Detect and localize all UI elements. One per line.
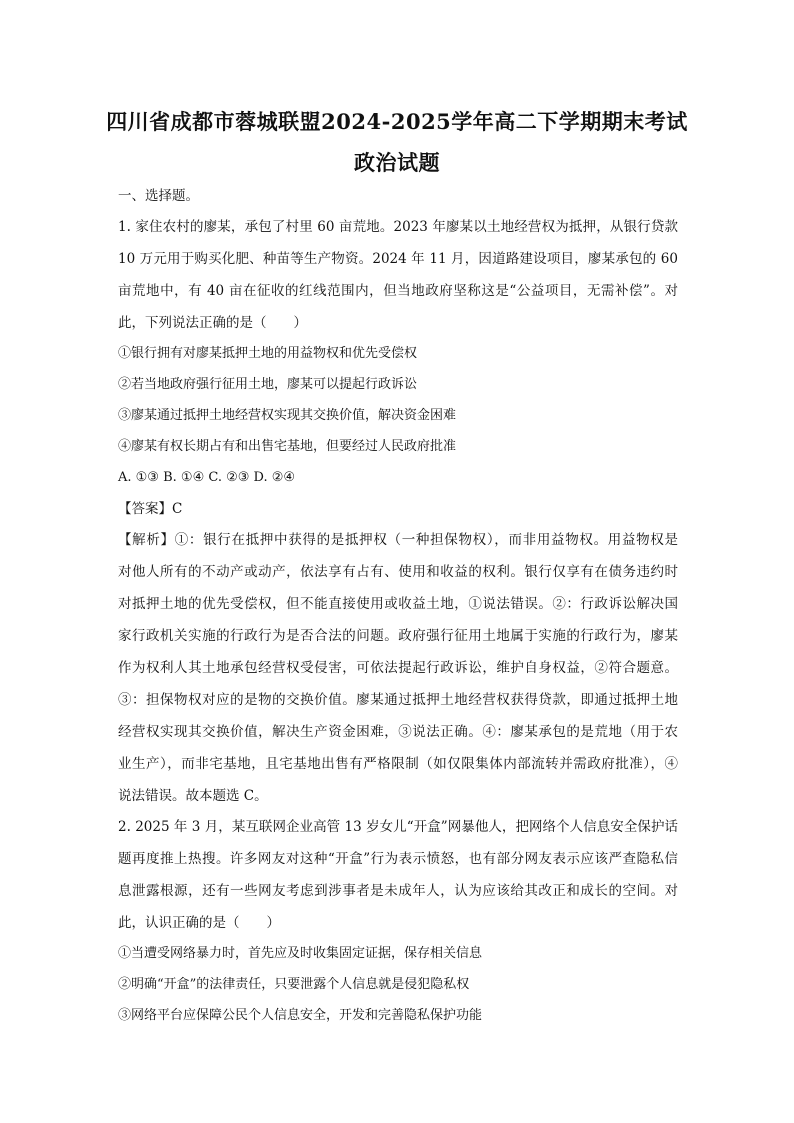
- q1-analysis-line: 说法错误。故本题选 C。: [118, 788, 268, 804]
- document-subtitle: 政治试题: [354, 150, 440, 175]
- q1-analysis-line: 家行政机关实施的行政行为是否合法的问题。政府强行征用土地属于实施的行政行为，廖某: [118, 628, 678, 644]
- q1-stem-line: 10 万元用于购买化肥、种苗等生产物资。2024 年 11 月，因道路建设项目，廖某承包的 60: [118, 251, 678, 267]
- q1-stem-line: 1. 家住农村的廖某，承包了村里 60 亩荒地。2023 年廖某以土地经营权为抵押，从银行贷款: [118, 219, 678, 235]
- q1-stem-line: 此，下列说法正确的是（ ）: [118, 315, 307, 331]
- q1-analysis-line: 经营权实现其交换价值，解决生产资金困难，③说法正确。④：廖某承包的是荒地（用于农: [118, 724, 678, 740]
- q2-stem-line: 息泄露根源，还有一些网友考虑到涉事者是未成年人，认为应该给其改正和成长的空间。对: [118, 883, 678, 899]
- q2-stem-line: 题再度推上热搜。许多网友对这种“开盒”行为表示愤怒，也有部分网友表示应该严查隐私信: [118, 851, 678, 867]
- q2-stem-line: 此，认识正确的是（ ）: [118, 915, 280, 931]
- document-title: 四川省成都市蓉城联盟2024-2025学年高二下学期期末考试: [106, 109, 688, 134]
- q1-analysis-line: 对他人所有的不动产或动产，依法享有占有、使用和收益的权利。银行仅享有在债务违约时: [118, 564, 678, 580]
- q1-analysis-line: 作为权利人其土地承包经营权受侵害，可依法提起行政诉讼，维护自身权益，②符合题意。: [118, 660, 678, 676]
- q2-option: ③网络平台应保障公民个人信息安全，开发和完善隐私保护功能: [118, 1008, 483, 1023]
- q1-option: ④廖某有权长期占有和出售宅基地，但要经过人民政府批准: [118, 439, 457, 454]
- q1-stem-line: 亩荒地中，有 40 亩在征收的红线范围内，但当地政府坚称这是“公益项目，无需补偿”。对: [118, 283, 678, 299]
- q1-analysis-line: 对抵押土地的优先受偿权，但不能直接使用或收益土地，①说法错误。②：行政诉讼解决国: [118, 596, 678, 612]
- q1-answer: 【答案】C: [118, 501, 183, 517]
- q1-option: ①银行拥有对廖某抵押土地的用益物权和优先受偿权: [118, 346, 418, 361]
- q1-analysis-line: 业生产），而非宅基地，且宅基地出售有严格限制（如仅限集体内部流转并需政府批准），④: [118, 756, 678, 772]
- q1-analysis-line: ③：担保物权对应的是物的交换价值。廖某通过抵押土地经营权获得贷款，即通过抵押土地: [118, 692, 678, 708]
- q1-option: ③廖某通过抵押土地经营权实现其交换价值，解决资金困难: [118, 408, 457, 423]
- section-heading: 一、选择题。: [118, 188, 199, 204]
- q1-option: ②若当地政府强行征用土地，廖某可以提起行政诉讼: [118, 377, 418, 392]
- q2-option: ②明确“开盒”的法律责任，只要泄露个人信息就是侵犯隐私权: [118, 977, 470, 992]
- q2-option: ①当遭受网络暴力时，首先应及时收集固定证据，保存相关信息: [118, 946, 483, 961]
- q1-choices: A. ①③ B. ①④ C. ②③ D. ②④: [118, 470, 296, 485]
- q1-analysis-line: 【解析】①：银行在抵押中获得的是抵押权（一种担保物权），而非用益物权。用益物权是: [118, 532, 678, 548]
- q2-stem-line: 2. 2025 年 3 月，某互联网企业高管 13 岁女儿“开盒”网暴他人，把网络个人信息安全保护话: [118, 819, 678, 835]
